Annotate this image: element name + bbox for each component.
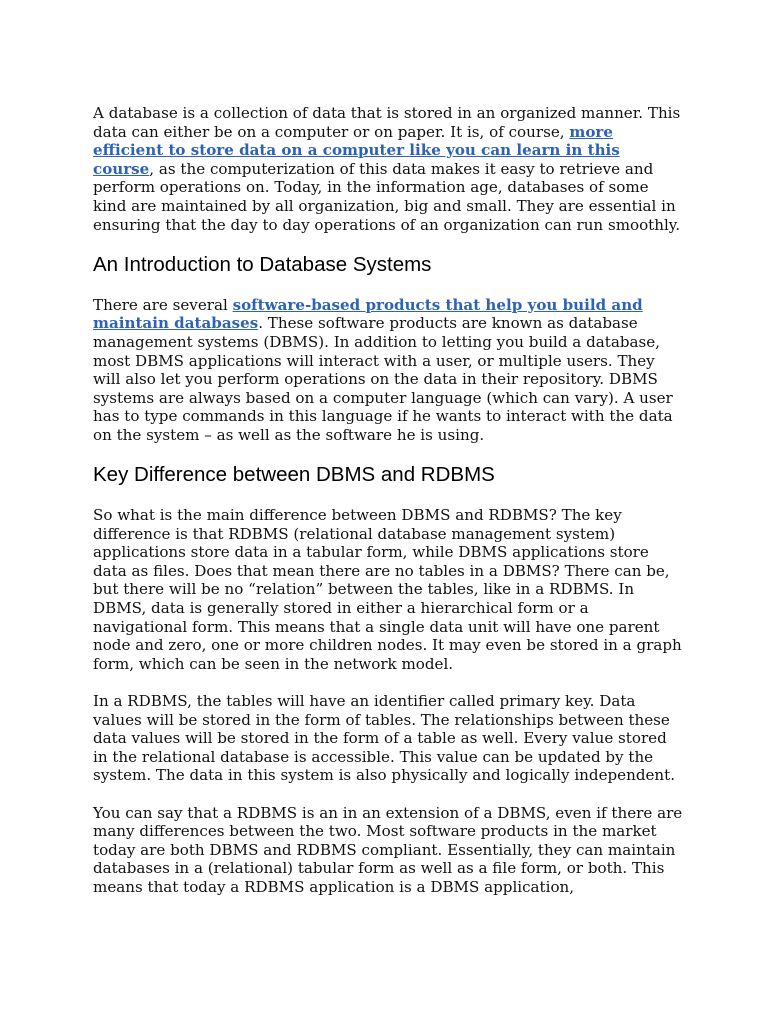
section2-paragraph-3: You can say that a RDBMS is an in an extension of a DBMS, even if there are many differences between the two. Most software products in the market today are both DBMS and RDBMS compliant. Essentially, they can maintain databases in a (relational) tabular form as well as a file form, or both. This means that today a RDBMS application is a DBMS application,: [93, 803, 683, 896]
section-heading-key-difference: Key Difference between DBMS and RDBMS: [93, 463, 495, 487]
section2-paragraph-1: So what is the main difference between DBMS and RDBMS? The key difference is that RDBMS (relational database management system) applications store data in a tabular form, while DBMS applications store data as files. Does that mean there are no tables in a DBMS? There can be, but there will be no “relation” between the tables, like in a RDBMS. In DBMS, data is generally stored in either a hierarchical form or a navigational form. This means that a single data unit will have one parent node and zero, one or more children nodes. It may even be stored in a graph form, which can be seen in the network model.: [93, 506, 682, 673]
intro-paragraph: [93, 104, 683, 234]
intro-text-before-link: A database is a collection of data that is stored in an organized manner. This data can either be on a computer or on paper. It is, of course,: [93, 104, 681, 141]
section1-link[interactable]: software-based products that help you build and maintain databases: [93, 295, 643, 333]
section-heading-introduction: An Introduction to Database Systems: [93, 252, 432, 276]
section1-paragraph: [93, 296, 683, 445]
intro-text-after-link: , as the computerization of this data makes it easy to retrieve and perform operations on. Today, in the information age, databases of some kind are maintained by all organization, big and small. They are essential in ensuring that the day to day operations of an organization can run smoothly.: [93, 159, 681, 234]
section1-text-before-link: There are several: [93, 295, 233, 314]
section2-paragraph-2: In a RDBMS, the tables will have an identifier called primary key. Data values will be stored in the form of tables. The relationships between these data values will be stored in the form of a table as well. Every value stored in the relational database is accessible. This value can be updated by the system. The data in this system is also physically and logically independent.: [93, 692, 675, 785]
intro-link[interactable]: more efficient to store data on a computer like you can learn in this course: [93, 122, 620, 178]
document-page: [93, 104, 683, 915]
section1-text-after-link: . These software products are known as database management systems (DBMS). In addition to letting you build a database, most DBMS applications will interact with a user, or multiple users. They will also let you perform operations on the data in their repository. DBMS systems are always based on a computer language (which can vary). A user has to type commands in this language if he wants to interact with the data on the system – as well as the software he is using.: [93, 314, 673, 444]
